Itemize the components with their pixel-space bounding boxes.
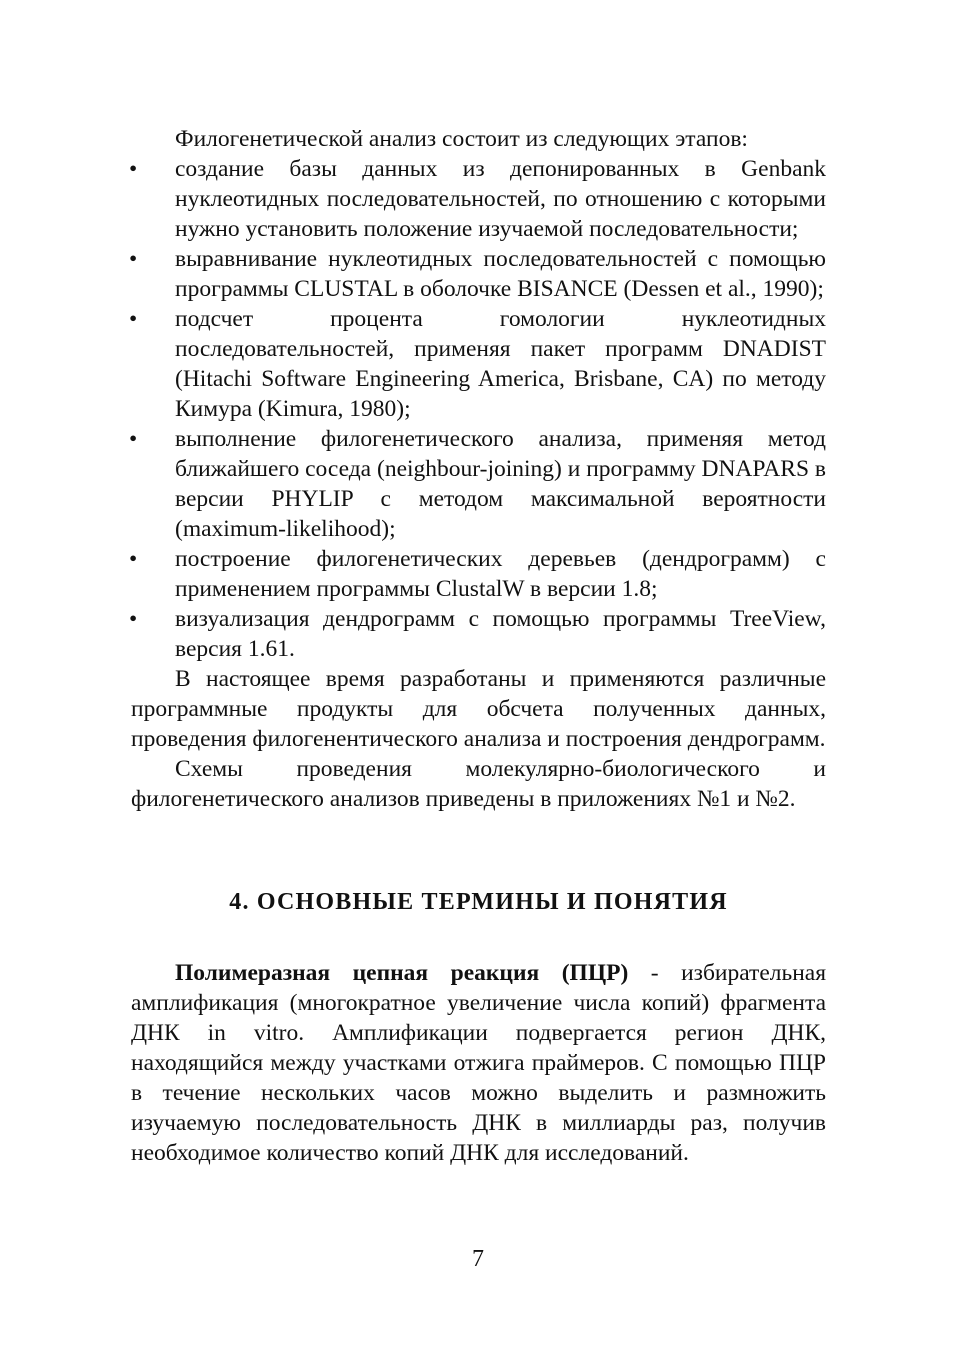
list-item (131, 424, 826, 544)
bullet-icon: • (129, 156, 138, 182)
list-item (131, 154, 826, 244)
document-page (131, 124, 826, 1168)
section-heading: 4. ОСНОВНЫЕ ТЕРМИНЫ И ПОНЯТИЯ (229, 889, 728, 915)
list-item-text: создание базы данных из депонированных в Genbank нуклеотидных последовательностей, по отношению с которыми нужно установить положение изучаемой последовательности; (175, 156, 826, 242)
bullet-icon: • (129, 606, 138, 632)
list-item-text: выполнение филогенетического анализа, применяя метод ближайшего соседа (neighbour-joining) и программу DNAPARS в версии PHYLIP с методом максимальной вероятности (maximum-likelihood); (175, 426, 826, 542)
bullet-icon: • (129, 426, 138, 452)
list-item (131, 544, 826, 604)
list-item-text: подсчет процента гомологии нуклеотидных последовательностей, применяя пакет программ DNADIST (Hitachi Software Engineering America, Brisbane, CA) по методу Кимура (Kimura, 1980); (175, 306, 826, 422)
list-item-text: выравнивание нуклеотидных последовательностей с помощью программы CLUSTAL в оболочке BISANCE (Dessen et al., 1990); (175, 246, 826, 302)
pcr-definition-paragraph (131, 958, 826, 1168)
pcr-definition-text: - избирательная амплификация (многократное увеличение числа копий) фрагмента ДНК in vitro. Амплификации подвергается регион ДНК, находящийся между участками отжига праймеров. С помощью ПЦР в течение нескольких часов можно выделить и размножить изучаемую последовательность ДНК в миллиарды раз, получив необходимое количество копий ДНК для исследований. (131, 960, 827, 1166)
bullet-icon: • (129, 306, 138, 332)
list-item (131, 244, 826, 304)
list-item (131, 604, 826, 664)
bullet-icon: • (129, 246, 138, 272)
list-item-text: визуализация дендрограмм с помощью программы TreeView, версия 1.61. (175, 606, 826, 662)
schemes-paragraph: Схемы проведения молекулярно-биологического и филогенетического анализов приведены в приложениях №1 и №2. (131, 756, 826, 812)
bullet-icon: • (129, 546, 138, 572)
page-number: 7 (472, 1246, 484, 1272)
analysis-steps-list (131, 154, 826, 664)
pcr-term: Полимеразная цепная реакция (ПЦР) (175, 960, 629, 986)
list-item-text: построение филогенетических деревьев (дендрограмм) с применением программы ClustalW в версии 1.8; (175, 546, 826, 602)
intro-paragraph: Филогенетической анализ состоит из следующих этапов: (175, 126, 748, 152)
list-item (131, 304, 826, 424)
software-paragraph: В настоящее время разработаны и применяются различные программные продукты для обсчета полученных данных, проведения филогенентического анализа и построения дендрограмм. (131, 666, 826, 752)
